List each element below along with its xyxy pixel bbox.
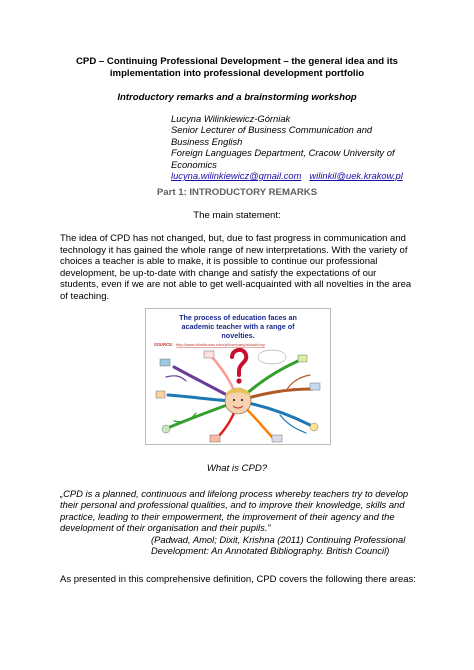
- document-subtitle: Introductory remarks and a brainstorming workshop: [117, 92, 357, 103]
- figure-source-label: SOURCE:: [154, 342, 174, 347]
- author-department: Foreign Languages Department, Cracow University of Economics: [171, 147, 395, 170]
- author-name: Lucyna Wilinkiewicz-Górniak: [171, 113, 291, 124]
- mind-map-figure: [145, 308, 331, 445]
- author-emails: [171, 170, 411, 181]
- author-block: [171, 113, 411, 181]
- what-is-cpd-heading: What is CPD?: [206, 463, 268, 474]
- closing-paragraph: As presented in this comprehensive definition, CPD covers the following there areas:: [60, 574, 416, 585]
- document-title: CPD – Continuing Professional Development – the general idea and its implementation into professional development portfolio: [76, 56, 398, 79]
- figure-heading-line2: academic teacher with a range of: [181, 322, 295, 331]
- mind-map-image: [146, 309, 330, 444]
- figure-source-url: http://www.thinkbuzan.com/pl/company/about/tony: [176, 342, 265, 347]
- author-position: Senior Lecturer of Business Communication and Business English: [171, 124, 373, 147]
- thought-bubble: [258, 350, 286, 364]
- cpd-definition-quote: „CPD is a planned, continuous and lifelong process whereby teachers try to develop their personal and professional qualities, and to improve their knowledge, skills and practice, leading to their empowerment, the improvement of their agency and the development of their organisation and their pupils.”: [60, 488, 409, 533]
- main-statement-heading: The main statement:: [193, 210, 281, 221]
- figure-heading-line1: The process of education faces an: [179, 313, 297, 322]
- figure-heading-line3: novelties.: [221, 331, 255, 340]
- email-link-primary[interactable]: lucyna.wilinkiewicz@gmail.com: [171, 170, 302, 182]
- central-face-icon: [225, 388, 251, 414]
- part-heading: Part 1: INTRODUCTORY REMARKS: [156, 187, 318, 198]
- intro-paragraph: The idea of CPD has not changed, but, due to fast progress in communication and technology it has gained the whole range of new interpretations. With the variety of choices a teacher is able to make, it is possible to continue our professional development, be up-to-date with change and satisfy the expectations of our students, even if we are not able to get well-acquainted with all novelties in the area of teaching.: [60, 233, 412, 302]
- email-link-secondary[interactable]: wilinkil@uek.krakow.pl: [309, 170, 403, 182]
- quote-citation: (Padwad, Amol; Dixit, Krishna (2011) Continuing Professional Development: An Annotated Bibliography. British Council): [151, 534, 406, 557]
